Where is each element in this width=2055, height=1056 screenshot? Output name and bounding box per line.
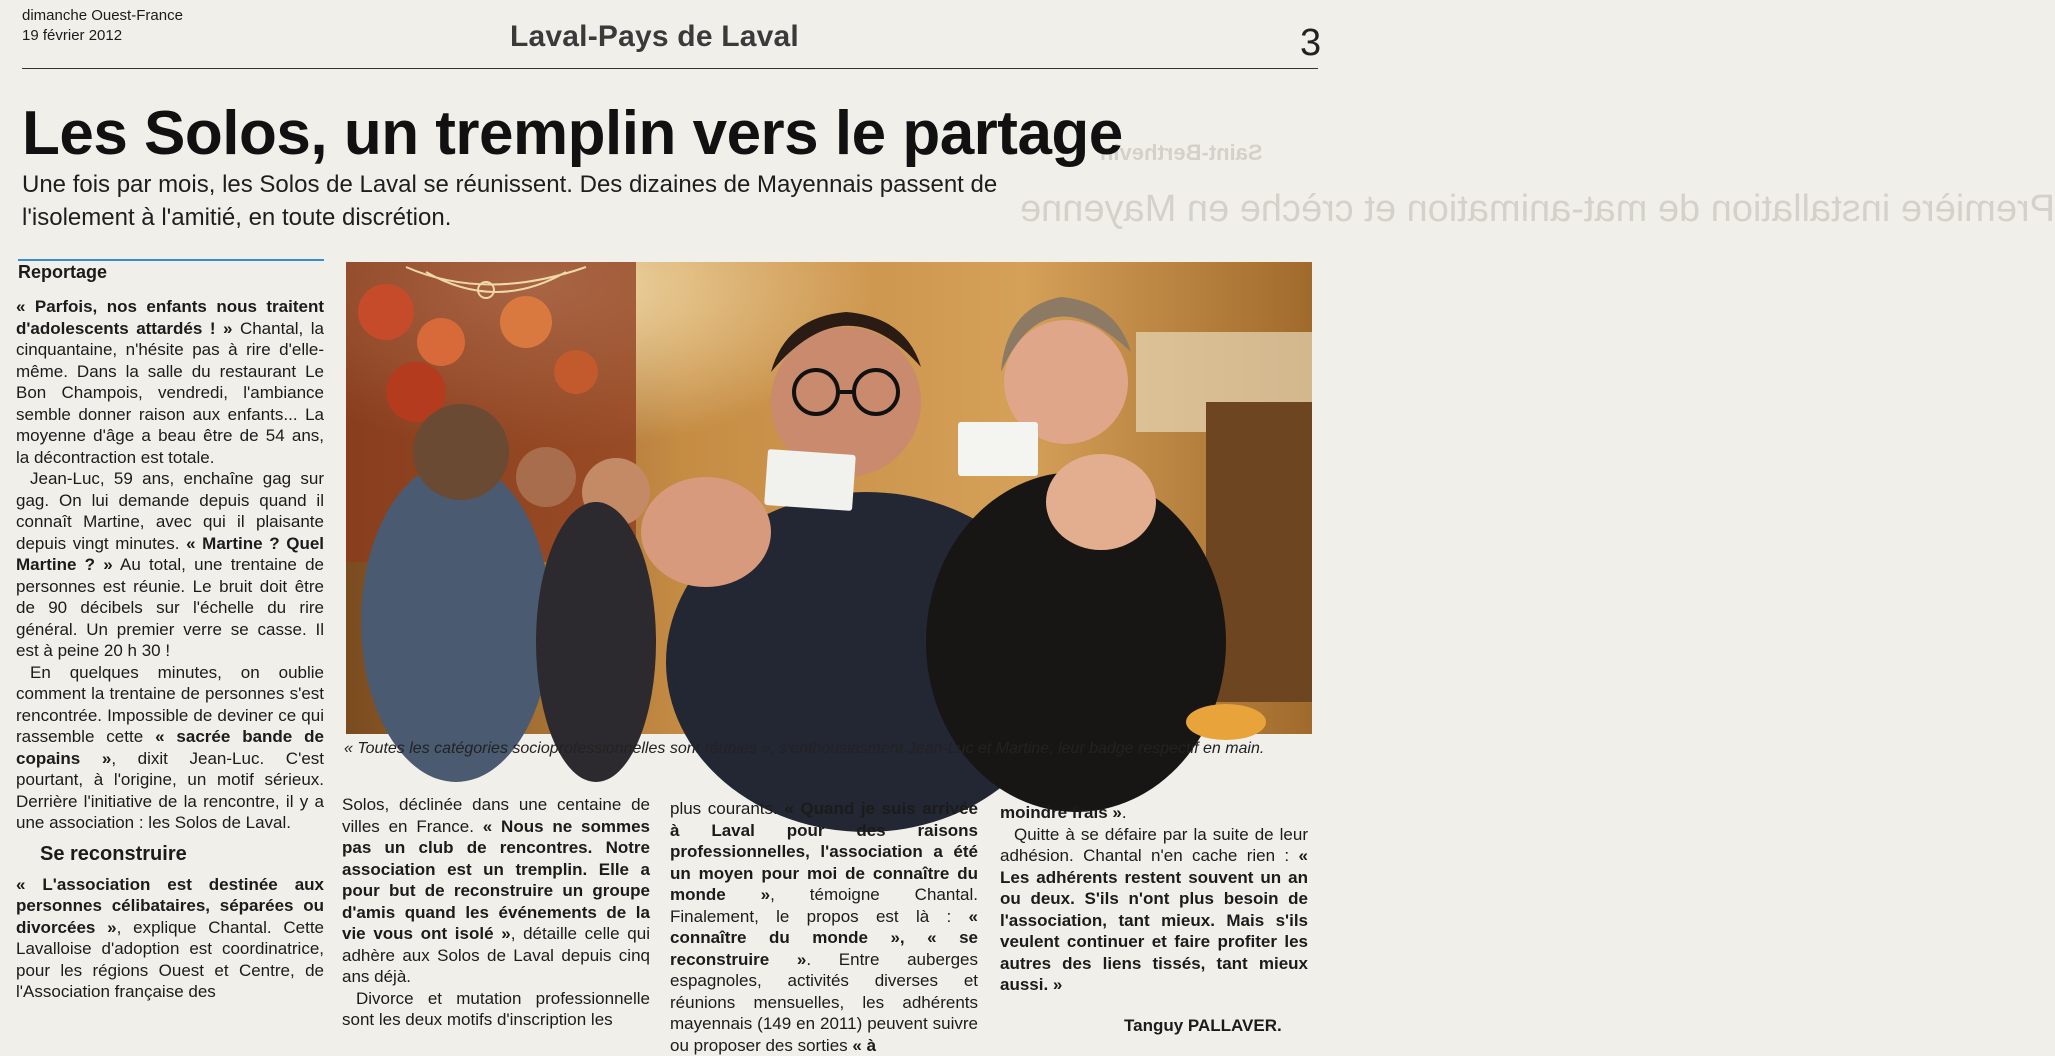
body-text: . Entre auberges espagnoles, activités diverses et réunions mensuelles, les adhérents mayennais (149 en 2011) peuvent suivre ou proposer des sorties bbox=[670, 949, 978, 1055]
body-text: Jean-Luc, 59 ans, enchaîne gag sur gag. On lui demande depuis quand il connaît Martine, avec qui il plaisante depuis vingt minutes. bbox=[16, 469, 324, 553]
subheading: Se reconstruire bbox=[40, 842, 187, 865]
quote: « Parfois, nos enfants nous traitent d'adolescents attardés ! » bbox=[16, 297, 324, 338]
body-text: Solos, déclinée dans une centaine de villes en France. bbox=[342, 795, 650, 836]
quote: « connaître du monde », « se reconstruire » bbox=[670, 906, 978, 969]
paragraph bbox=[1000, 802, 1308, 824]
paragraph bbox=[342, 988, 650, 1031]
body-text: En quelques minutes, on oublie comment la trentaine de personnes s'est rencontrée. Impossible de deviner ce qui rassemble cette bbox=[16, 662, 324, 746]
paragraph bbox=[1000, 824, 1308, 996]
body-text: Divorce et mutation professionnelle sont les deux motifs d'inscription les bbox=[342, 988, 650, 1029]
body-text: , détaille celle qui adhère aux Solos de Laval depuis cinq ans déjà. bbox=[342, 924, 650, 986]
bleed-through-kicker: Saint-Berthevin bbox=[1100, 140, 1263, 165]
body-text: , explique Chantal. Cette Lavalloise d'adoption est coordinatrice, pour les régions Ouest et Centre, de l'Association française des bbox=[16, 917, 324, 1001]
quote: « Nous ne sommes pas un club de rencontres. Notre association est un tremplin. Elle a pour but de reconstruire un groupe d'amis quand les événements de la vie vous ont isolé » bbox=[342, 816, 650, 943]
article-column-4 bbox=[1000, 802, 1308, 996]
edition-name: dimanche Ouest-France bbox=[22, 7, 183, 24]
body-text: Chantal, la cinquantaine, n'hésite pas à rire d'elle-même. Dans la salle du restaurant Le Bon Champois, vendredi, l'ambiance semble donner raison aux enfants... La moyenne d'âge a beau être de 54 ans, la décontraction est totale. bbox=[16, 318, 324, 467]
paragraph bbox=[16, 468, 324, 662]
quote: moindre frais » bbox=[1000, 803, 1122, 822]
photo-illustration bbox=[346, 262, 1312, 734]
kicker-rule bbox=[18, 259, 324, 261]
article-photo bbox=[346, 262, 1312, 734]
body-text: . bbox=[1121, 803, 1127, 822]
edition-date bbox=[22, 6, 183, 46]
article-column-1 bbox=[16, 296, 324, 1003]
paragraph bbox=[342, 794, 650, 988]
bleed-through-headline: Première installation de mat-animation et crèche en Mayenne bbox=[1020, 188, 2055, 230]
paragraph bbox=[16, 296, 324, 468]
page-number: 3 bbox=[1300, 22, 1322, 64]
quote: « Martine ? Quel Martine ? » bbox=[16, 533, 325, 574]
article-column-3 bbox=[670, 798, 978, 1056]
body-text: , dixit Jean-Luc. C'est pourtant, à l'origine, un motif sérieux. Derrière l'initiative de la rencontre, il y a une association : les Solos de Laval. bbox=[16, 748, 325, 832]
quote: « Quand je suis arrivée à Laval pour des raisons professionnelles, l'association a été un moyen pour moi de connaître du monde » bbox=[670, 799, 978, 904]
paragraph bbox=[670, 798, 978, 1056]
section-title: Laval-Pays de Laval bbox=[510, 20, 799, 53]
quote: « Les adhérents restent souvent un an ou deux. S'ils n'ont plus besoin de l'association, tant mieux. Mais s'ils veulent continuer et faire profiter les autres des liens tissés, tant mieux aussi. » bbox=[1000, 846, 1308, 994]
body-text: , témoigne Chantal. Finalement, le propos est là : bbox=[670, 885, 978, 926]
paragraph bbox=[16, 662, 324, 834]
body-text: Quitte à se défaire par la suite de leur adhésion. Chantal n'en cache rien : bbox=[1000, 824, 1308, 865]
paragraph bbox=[16, 874, 324, 1003]
quote: « à bbox=[852, 1035, 877, 1055]
header-rule bbox=[22, 68, 1318, 69]
edition-day: 19 février 2012 bbox=[22, 27, 123, 44]
article-column-2 bbox=[342, 794, 650, 1031]
article-lede: Une fois par mois, les Solos de Laval se réunissent. Des dizaines de Mayennais passent de l'isolement à l'amitié, en toute discrétion. bbox=[22, 171, 998, 231]
author-signature: Tanguy PALLAVER. bbox=[1124, 1016, 1282, 1035]
kicker-label: Reportage bbox=[18, 262, 108, 282]
quote: « sacrée bande de copains » bbox=[16, 727, 324, 768]
body-text: Au total, une trentaine de personnes est réunie. Le bruit doit être de 90 décibels sur l'échelle du rire général. Un premier verre se casse. Il est à peine 20 h 30 ! bbox=[16, 555, 324, 660]
body-text: plus courants. bbox=[670, 799, 785, 818]
quote: « L'association est destinée aux personnes célibataires, séparées ou divorcées » bbox=[16, 874, 324, 937]
article-title: Les Solos, un tremplin vers le partage bbox=[22, 99, 1123, 168]
photo-caption: « Toutes les catégories socioprofessionnelles sont réunies », s'enthousiasment Jean-Luc et Martine, leur badge respectif en main. bbox=[344, 740, 1265, 757]
